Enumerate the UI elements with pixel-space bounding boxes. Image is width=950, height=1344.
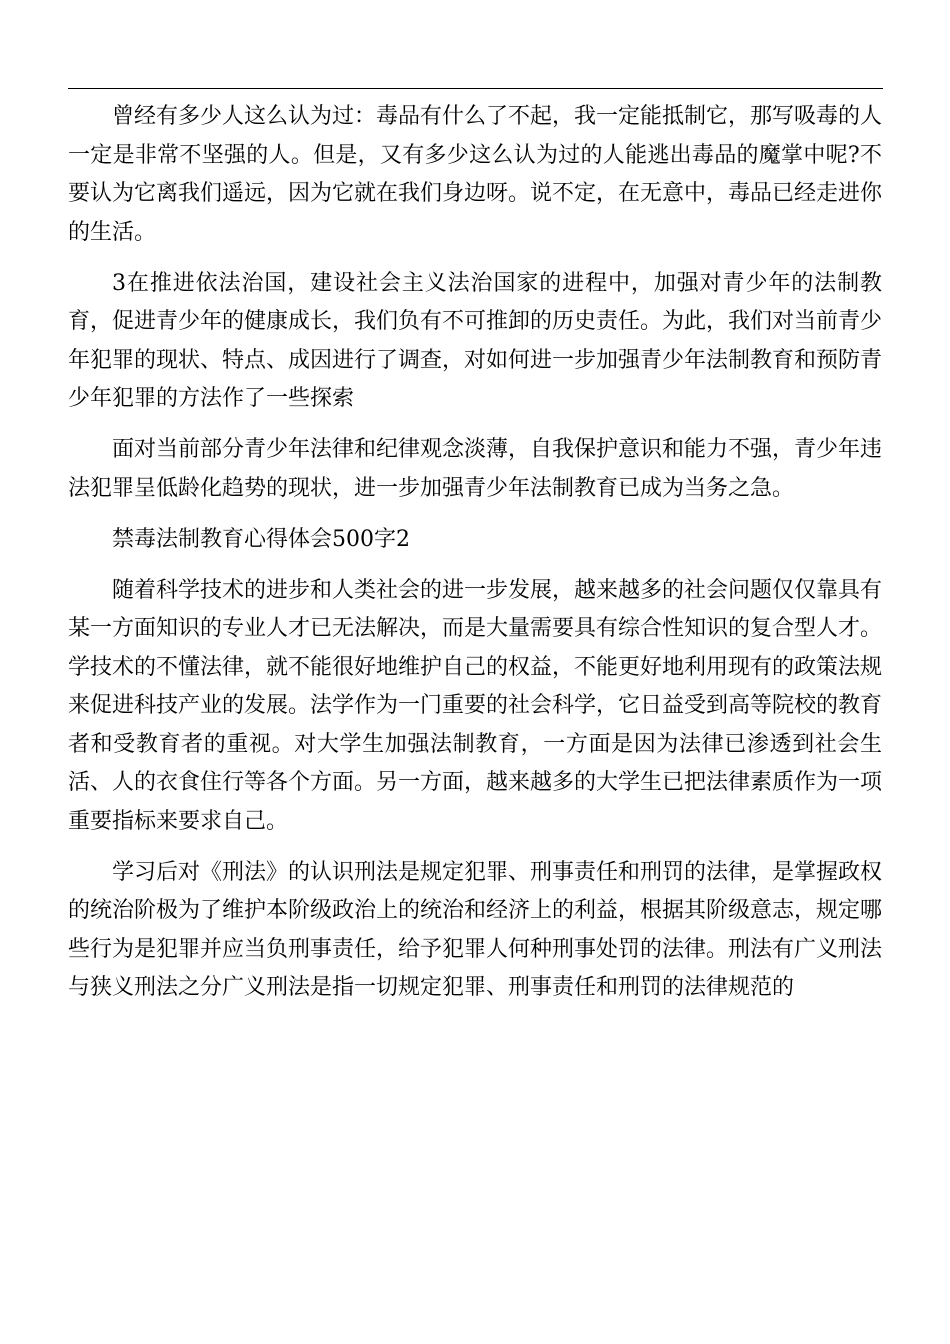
paragraph-drug-resistance: 曾经有多少人这么认为过：毒品有什么了不起，我一定能抵制它，那写吸毒的人一定是非常不坚强的人。但是，又有多少这么认为过的人能逃出毒品的魔掌中呢?不要认为它离我们遥远，因为它就在我们身边呀。说不定，在无意中，毒品已经走进你的生活。 [68, 104, 883, 245]
paragraph-rule-of-law: 3在推进依法治国，建设社会主义法治国家的进程中，加强对青少年的法制教育，促进青少年的健康成长，我们负有不可推卸的历史责任。为此，我们对当前青少年犯罪的现状、特点、成因进行了调查，对如何进一步加强青少年法制教育和预防青少年犯罪的方法作了一些探索 [68, 270, 883, 411]
document-body [68, 98, 882, 1020]
paragraph-criminal-law: 学习后对《刑法》的认识刑法是规定犯罪、刑事责任和刑罚的法律，是掌握政权的统治阶极为了维护本阶级政治上的统治和经济上的利益，根据其阶级意志，规定哪些行为是犯罪并应当负刑事责任，给予犯罪人何种刑事处罚的法律。刑法有广义刑法与狭义刑法之分广义刑法是指一切规定犯罪、刑事责任和刑罚的法律规范的 [68, 859, 883, 1000]
section-heading: 禁毒法制教育心得体会500字2 [112, 526, 410, 552]
header-rule [68, 88, 883, 89]
paragraph-youth-education: 面对当前部分青少年法律和纪律观念淡薄，自我保护意识和能力不强，青少年违法犯罪呈低龄化趋势的现状，进一步加强青少年法制教育已成为当务之急。 [68, 437, 883, 501]
paragraph-legal-talent: 随着科学技术的进步和人类社会的进一步发展，越来越多的社会问题仅仅靠具有某一方面知识的专业人才已无法解决，而是大量需要具有综合性知识的复合型人才。学技术的不懂法律，就不能很好地维护自己的权益，不能更好地利用现有的政策法规来促进科技产业的发展。法学作为一门重要的社会科学，它日益受到高等院校的教育者和受教育者的重视。对大学生加强法制教育，一方面是因为法律已渗透到社会生活、人的衣食住行等各个方面。另一方面，越来越多的大学生已把法律素质作为一项重要指标来要求自己。 [68, 577, 883, 834]
